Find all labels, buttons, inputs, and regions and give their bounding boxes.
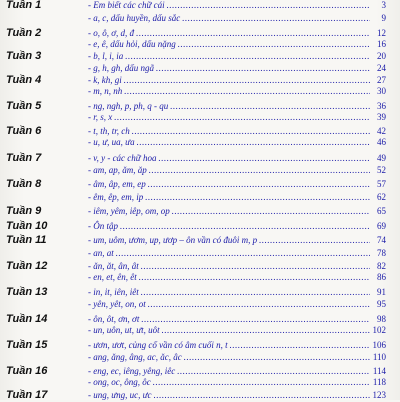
- toc-row: [0, 40, 400, 51]
- entry-page: 52: [377, 165, 386, 175]
- toc-row: [0, 207, 400, 218]
- entry-title: - ăn, ăt, ân, ât: [88, 261, 139, 271]
- entry-title: - u, ư, ua, ưa: [88, 137, 135, 147]
- toc-entry: [88, 51, 386, 61]
- dot-leader: [137, 137, 370, 147]
- dot-leader: [125, 51, 370, 61]
- toc-row: [0, 236, 400, 247]
- entry-title: - v, y - các chữ hoa: [88, 153, 157, 163]
- toc-row: [0, 391, 400, 402]
- entry-title: - ng, ngh, p, ph, q - qu: [88, 101, 169, 111]
- toc-row: [0, 193, 400, 204]
- entry-title: - Em biết các chữ cái: [88, 0, 165, 10]
- week-label: Tuần 16: [6, 365, 48, 377]
- entry-page: 49: [377, 153, 386, 163]
- toc-entry: [88, 340, 386, 350]
- dot-leader: [153, 377, 370, 387]
- entry-page: 114: [372, 366, 386, 376]
- entry-title: - eng, ec, iêng, yêng, iêc: [88, 366, 176, 376]
- week-label: Tuần 2: [6, 27, 42, 39]
- week-label: Tuần 13: [6, 286, 48, 298]
- entry-title: - t, th, tr, ch: [88, 126, 130, 136]
- entry-page: 30: [377, 86, 386, 96]
- entry-title: - ong, oc, ông, ôc: [88, 377, 151, 387]
- toc-row: [0, 87, 400, 98]
- toc-entry: [88, 299, 386, 309]
- dot-leader: [148, 299, 370, 309]
- entry-page: 74: [377, 235, 386, 245]
- toc-row: [0, 222, 400, 233]
- dot-leader: [141, 314, 370, 324]
- dot-leader: [230, 340, 370, 350]
- dot-leader: [136, 28, 370, 38]
- toc-entry: [88, 126, 386, 136]
- entry-page: 86: [377, 272, 386, 282]
- week-label: Tuần 8: [6, 178, 42, 190]
- toc-row: [0, 14, 400, 25]
- toc-entry: [88, 366, 386, 376]
- dot-leader: [141, 287, 370, 297]
- toc-entry: [88, 137, 386, 147]
- toc-entry: [88, 0, 386, 10]
- toc-entry: [88, 13, 386, 23]
- entry-page: 39: [377, 112, 386, 122]
- dot-leader: [124, 75, 370, 85]
- toc-entry: [88, 153, 386, 163]
- entry-title: - ươn, ươt, củng cố vần có âm cuối n, t: [88, 340, 228, 350]
- entry-page: 78: [377, 248, 386, 258]
- toc-row: [0, 52, 400, 63]
- entry-title: - o, ô, ơ, d, đ: [88, 28, 135, 38]
- toc-row: [0, 353, 400, 364]
- toc-row: [0, 341, 400, 352]
- entry-page: 20: [377, 51, 386, 61]
- toc-entry: [88, 63, 386, 73]
- entry-page: 46: [377, 137, 386, 147]
- toc-entry: [88, 165, 386, 175]
- toc-row: [0, 154, 400, 165]
- week-label: Tuần 5: [6, 100, 42, 112]
- entry-title: - in, it, iên, iêt: [88, 287, 139, 297]
- entry-title: - um, uôm, ươm, up, ươp – ôn vần có đuôi m, p: [88, 235, 258, 245]
- toc-entry: [88, 314, 386, 324]
- toc-entry: [88, 248, 386, 258]
- dot-leader: [182, 13, 370, 23]
- week-label: Tuần 15: [6, 339, 48, 351]
- entry-title: - en, et, ên, êt: [88, 272, 137, 282]
- toc-entry: [88, 352, 386, 362]
- entry-page: 62: [377, 192, 386, 202]
- week-label: Tuần 12: [6, 260, 48, 272]
- entry-page: 9: [381, 13, 386, 23]
- entry-page: 91: [377, 287, 386, 297]
- entry-title: - am, ap, ăm, ăp: [88, 165, 147, 175]
- entry-title: - a, c, dấu huyền, dấu sắc: [88, 13, 181, 23]
- toc-row: [0, 249, 400, 260]
- toc-row: [0, 326, 400, 337]
- toc-row: [0, 288, 400, 299]
- week-label: Tuần 3: [6, 50, 42, 62]
- toc-row: [0, 300, 400, 311]
- entry-page: 118: [372, 377, 386, 387]
- toc-entry: [88, 28, 386, 38]
- week-label: Tuần 1: [6, 0, 42, 11]
- entry-title: - ang, ăng, âng, ac, ăc, âc: [88, 352, 182, 362]
- entry-page: 69: [377, 221, 386, 231]
- dot-leader: [120, 221, 370, 231]
- entry-title: - m, n, nh: [88, 86, 123, 96]
- entry-title: - ung, ưng, uc, ưc: [88, 390, 152, 400]
- entry-title: - r, s, x: [88, 112, 113, 122]
- entry-title: - un, uôn, ut, ưt, uôt: [88, 325, 160, 335]
- dot-leader: [132, 126, 370, 136]
- toc-entry: [88, 112, 386, 122]
- dot-leader: [177, 366, 370, 376]
- toc-row: [0, 113, 400, 124]
- toc-entry: [88, 192, 386, 202]
- dot-leader: [141, 261, 370, 271]
- toc-row: [0, 138, 400, 149]
- dot-leader: [170, 101, 370, 111]
- entry-page: 57: [377, 179, 386, 189]
- entry-title: - Ôn tập: [88, 221, 118, 231]
- entry-page: 106: [372, 340, 386, 350]
- entry-title: - e, ê, dấu hỏi, dấu nặng: [88, 39, 176, 49]
- entry-title: - êm, êp, em, ip: [88, 192, 144, 202]
- toc-entry: [88, 206, 386, 216]
- entry-page: 12: [377, 28, 386, 38]
- toc-entry: [88, 221, 386, 231]
- dot-leader: [149, 165, 370, 175]
- toc-entry: [88, 325, 386, 335]
- week-label: Tuần 11: [6, 234, 47, 246]
- entry-page: 98: [377, 314, 386, 324]
- dot-leader: [158, 153, 370, 163]
- dot-leader: [156, 63, 370, 73]
- entry-title: - yên, yêt, on, ot: [88, 299, 146, 309]
- entry-page: 16: [377, 39, 386, 49]
- toc-row: [0, 166, 400, 177]
- week-label: Tuần 6: [6, 125, 42, 137]
- toc-entry: [88, 86, 386, 96]
- week-label: Tuần 7: [6, 152, 42, 164]
- toc-entry: [88, 390, 386, 400]
- toc-entry: [88, 261, 386, 271]
- entry-page: 65: [377, 206, 386, 216]
- dot-leader: [116, 248, 370, 258]
- dot-leader: [167, 0, 370, 10]
- toc-row: [0, 273, 400, 284]
- week-label: Tuần 9: [6, 205, 42, 217]
- dot-leader: [139, 272, 370, 282]
- toc-entry: [88, 179, 386, 189]
- entry-page: 102: [372, 325, 386, 335]
- dot-leader: [145, 192, 370, 202]
- entry-page: 110: [372, 352, 386, 362]
- dot-leader: [114, 112, 370, 122]
- dot-leader: [162, 325, 370, 335]
- week-label: Tuần 17: [6, 389, 48, 401]
- entry-page: 42: [377, 126, 386, 136]
- entry-page: 82: [377, 261, 386, 271]
- entry-title: - iêm, yêm, iêp, om, op: [88, 206, 170, 216]
- toc-entry: [88, 75, 386, 85]
- week-label: Tuần 10: [6, 220, 48, 232]
- toc-row: [0, 180, 400, 191]
- entry-title: - g, h, gh, dấu ngã: [88, 63, 154, 73]
- entry-title: - k, kh, gi: [88, 75, 122, 85]
- dot-leader: [124, 86, 370, 96]
- toc-entry: [88, 272, 386, 282]
- entry-page: 36: [377, 101, 386, 111]
- dot-leader: [184, 352, 370, 362]
- toc-entry: [88, 287, 386, 297]
- toc-row: [0, 64, 400, 75]
- toc-entry: [88, 377, 386, 387]
- dot-leader: [259, 235, 370, 245]
- entry-page: 24: [377, 63, 386, 73]
- toc-entry: [88, 39, 386, 49]
- entry-title: - ôn, ôt, ơn, ơt: [88, 314, 140, 324]
- entry-page: 3: [381, 0, 386, 10]
- entry-title: - b, l, i, ia: [88, 51, 124, 61]
- entry-page: 95: [377, 299, 386, 309]
- toc-row: [0, 1, 400, 12]
- week-label: Tuần 14: [6, 313, 48, 325]
- entry-title: - an, at: [88, 248, 114, 258]
- toc-row: [0, 378, 400, 389]
- toc-entry: [88, 101, 386, 111]
- toc-entry: [88, 235, 386, 245]
- dot-leader: [178, 39, 370, 49]
- entry-page: 27: [377, 75, 386, 85]
- entry-title: - âm, âp, em, ep: [88, 179, 146, 189]
- week-label: Tuần 4: [6, 74, 42, 86]
- dot-leader: [154, 390, 370, 400]
- dot-leader: [172, 206, 370, 216]
- entry-page: 123: [372, 390, 386, 400]
- dot-leader: [148, 179, 370, 189]
